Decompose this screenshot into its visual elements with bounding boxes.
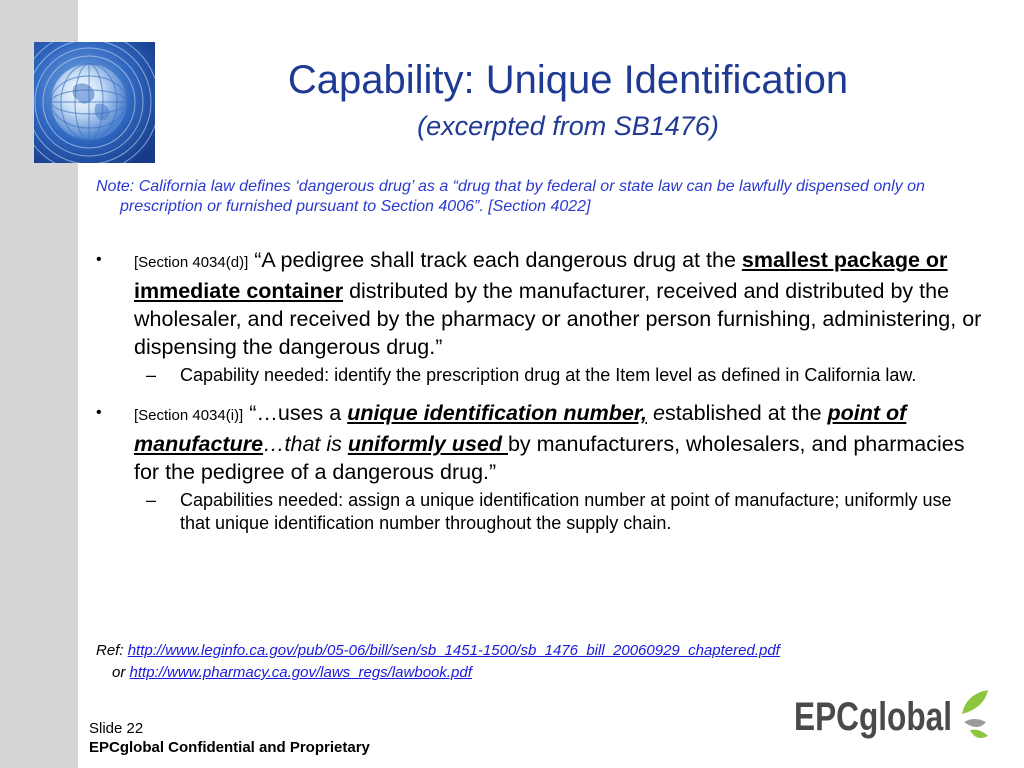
emphasis-text: uniformly used — [347, 432, 508, 456]
section-reference: [Section 4034(i)] — [134, 407, 244, 424]
quote-text: e — [647, 401, 665, 425]
bullet-item-section-4034d — [96, 246, 984, 361]
emphasis-text: unique identification number, — [347, 401, 648, 425]
ref-or-label: or — [112, 664, 130, 681]
sub-bullet-capabilities — [96, 489, 984, 535]
slide-title: Capability: Unique Identification — [287, 58, 849, 102]
bullet-marker: • — [96, 404, 102, 421]
sub-bullet-capability — [96, 364, 984, 387]
quote-text: …that is — [263, 432, 348, 456]
bullet-item-section-4034i — [96, 399, 984, 486]
dash-marker: – — [146, 365, 157, 385]
ref-label: Ref: — [96, 642, 128, 659]
reference-block — [96, 640, 780, 684]
bullet-marker: • — [96, 251, 102, 268]
quote-text: distributed by the manufacturer, received and distributed by the wholesaler, and received by the pharmacy or another person furnishing, administering, or dispensing the dangerous drug.” — [134, 279, 982, 359]
globe-icon — [34, 42, 155, 163]
emphasis-text: smallest package or immediate container — [134, 248, 948, 303]
footer — [89, 719, 370, 757]
sub-bullet-text: Capabilities needed: assign a unique identification number at point of manufacture; uniformly use that unique identification number throughout the supply chain. — [180, 490, 952, 533]
epcglobal-logo — [794, 686, 1004, 746]
quote-text: “A pedigree shall track each dangerous drug at the — [248, 248, 742, 272]
bullet-list — [96, 246, 984, 535]
quote-text: stablished at the — [664, 401, 828, 425]
dash-marker: – — [146, 490, 157, 510]
leginfo-link[interactable]: http://www.leginfo.ca.gov/pub/05-06/bill/sen/sb_1451-1500/sb_1476_bill_20060929_chaptered.pdf — [127, 642, 780, 659]
emphasis-text: point of manufacture — [134, 401, 907, 456]
epcglobal-logo-text: EPCglobal — [794, 695, 952, 739]
section-reference: [Section 4034(d)] — [134, 254, 249, 271]
confidentiality-notice: EPCglobal Confidential and Proprietary — [89, 739, 370, 756]
slide-subtitle: (excerpted from SB1476) — [417, 111, 719, 141]
quote-text: by manufacturers, wholesalers, and pharmacies for the pedigree of a dangerous drug.” — [134, 432, 965, 484]
leaf-icon — [962, 690, 988, 738]
sub-bullet-text: Capability needed: identify the prescription drug at the Item level as defined in California law. — [180, 365, 917, 385]
slide-number: Slide 22 — [89, 720, 144, 737]
quote-text: “…uses a — [243, 401, 348, 425]
note-text: Note: California law defines ‘dangerous drug’ as a “drug that by federal or state law can be lawfully dispensed only on prescription or furnished pursuant to Section 4006”. [Section 4022] — [96, 178, 925, 215]
pharmacy-lawbook-link[interactable]: http://www.pharmacy.ca.gov/laws_regs/lawbook.pdf — [129, 664, 472, 681]
